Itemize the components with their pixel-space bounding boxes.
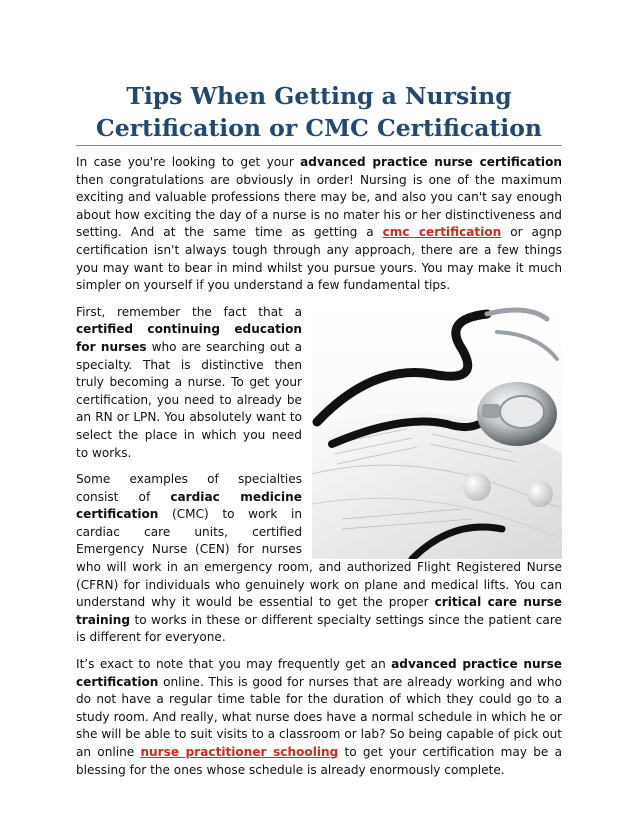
cmc-certification-link[interactable]: cmc certification [382, 225, 502, 240]
p1-text-c: then congratulations are obviously in order! Nursing is one of the maximum exciting and valuable professions there may be, and also you can't say enough about how exciting the day of a nurse is no mater his or her distinctiveness and setting. And at the same time as getting a [76, 172, 562, 240]
nurse-practitioner-schooling-link[interactable]: nurse practitioner schooling [140, 745, 339, 759]
page-title [60, 80, 578, 144]
p2-text-c: who are searching out a specialty. That is distinctive then truly becoming a nurse. To get your certification, you need to already be an RN or LPN. You absolutely want to select the place in which you need to works. [76, 339, 302, 460]
title-line-2: Certification or CMC Certification [96, 114, 542, 142]
title-divider [76, 145, 562, 146]
p3-bold-keyword-2: critical care nurse training [76, 595, 562, 627]
p4-text-d: to get your certification may be a blessing for the ones whose schedule is already enormously complete. [76, 745, 562, 777]
p1-text-d: or agnp certification isn't always tough through any approach, there are a few things you may want to bear in mind whilst you pursue yours. You may make it much simpler on yourself if you understand a few fundamental tips. [76, 225, 562, 293]
p2-text-a: First, remember the fact that a [76, 304, 302, 319]
p4-bold-keyword: advanced practice nurse certification [76, 657, 562, 689]
p4-text-c: online. This is good for nurses that are already working and who do not have a regular time table for the duration of which they could go to a study room. And really, what nurse does have a normal schedule in which he or she will be able to suit visits to a classroom or lab? So being capable of pick out an online [76, 674, 562, 759]
title-line-1: Tips When Getting a Nursing [126, 82, 512, 110]
p3-text-d: to works in these or different specialty settings since the patient care is different for everyone. [76, 612, 562, 645]
stethoscope-book-image [312, 304, 562, 559]
p3-text-c: (CMC) to work in cardiac care units, certified Emergency Nurse (CEN) for nurses who will work in an emergency room, and authorized Flight Registered Nurse (CFRN) for individuals who genuinely work on plane and medical lifts. You can understand why it would be essential to get the proper [76, 507, 562, 610]
p2-bold-keyword: certified continuing education for nurses [76, 322, 302, 354]
p3-bold-keyword-1: cardiac medicine certification [76, 489, 302, 522]
paragraph-online [76, 656, 562, 779]
p1-text-a: In case you're looking to get your [76, 155, 301, 169]
paragraph-intro [76, 154, 562, 295]
p3-text-a: Some examples of specialties consist of [76, 472, 302, 504]
p1-bold-keyword: advanced practice nurse certification [300, 155, 562, 169]
p4-text-a: It’s exact to note that you may frequently get an [76, 657, 392, 672]
article-body [76, 154, 562, 788]
